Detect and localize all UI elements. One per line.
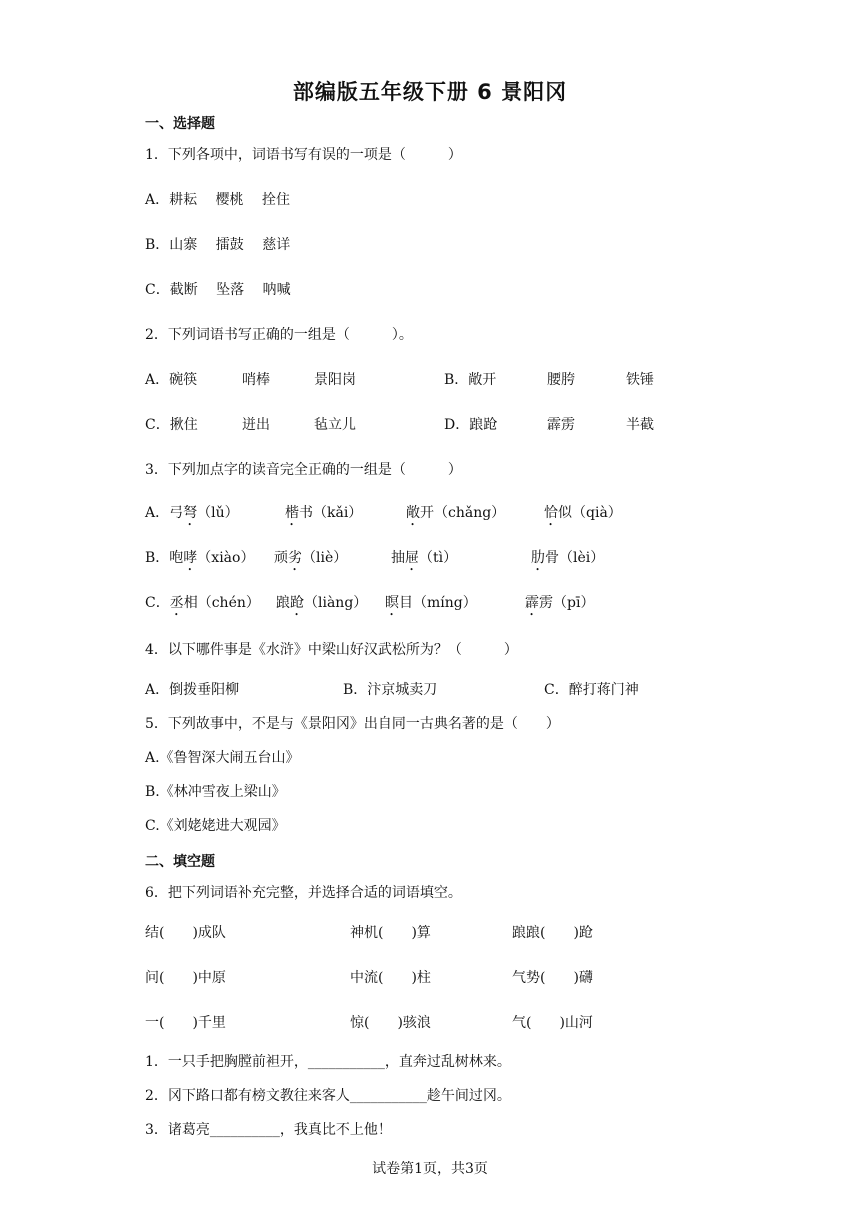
page-footer: 试卷第1页，共3页 xyxy=(372,1161,488,1177)
emphasis-char: 哮 xyxy=(183,550,198,566)
question-2-option-d: D．踉跄 xyxy=(444,417,498,433)
idiom-blank: 惊( )骇浪 xyxy=(350,1015,431,1031)
question-2-option-a-word-2: 哨棒 xyxy=(242,372,270,388)
question-4-stem: 4．以下哪件事是《水浒》中梁山好汉武松所为？（ ） xyxy=(145,642,518,658)
question-2-option-c-word-2: 迸出 xyxy=(242,417,270,433)
question-3-option-c-item-3: 瞑目（míng） xyxy=(385,595,477,611)
question-6-stem: 6．把下列词语补充完整，并选择合适的词语填空。 xyxy=(145,885,462,901)
idiom-blank: 一( )千里 xyxy=(145,1015,226,1031)
question-3-option-a-item-2: 楷书（kǎi） xyxy=(285,505,363,521)
question-1-stem: 1．下列各项中，词语书写有误的一项是（ ） xyxy=(145,147,462,163)
section-heading-choice: 一、选择题 xyxy=(145,116,215,132)
question-2-option-c-word-3: 毡立儿 xyxy=(314,417,356,433)
question-2-option-c: C．揪住 xyxy=(145,417,198,433)
emphasis-char: 恰 xyxy=(544,505,558,521)
idiom-blank: 中流( )柱 xyxy=(350,970,431,986)
question-5-stem: 5．下列故事中，不是与《景阳冈》出自同一古典名著的是（ ） xyxy=(145,716,560,732)
fill-sentence-2: 2．冈下路口都有榜文教往来客人___________趁午间过冈。 xyxy=(145,1088,511,1104)
question-2-option-b-word-2: 腰胯 xyxy=(547,372,575,388)
emphasis-char: 屉 xyxy=(405,550,419,566)
question-1-option-b: B．山寨 擂鼓 慈详 xyxy=(145,237,291,253)
section-heading-fill: 二、填空题 xyxy=(145,854,215,870)
emphasis-char: 敞 xyxy=(406,505,420,521)
emphasis-char: 弩 xyxy=(183,505,198,521)
question-4-option-b: B．汴京城卖刀 xyxy=(343,682,438,698)
question-3-option-b-item-2: 顽劣（liè） xyxy=(274,550,348,566)
question-3-option-b-item-3: 抽屉（tì） xyxy=(391,550,458,566)
question-5-option-b: B.《林冲雪夜上梁山》 xyxy=(145,784,286,800)
question-2-option-b: B．敞开 xyxy=(444,372,497,388)
emphasis-char: 肋 xyxy=(531,550,545,566)
question-3-option-a-item-1: A．弓弩（lǔ） xyxy=(145,505,239,521)
question-2-option-a: A．碗筷 xyxy=(145,372,198,388)
question-3-stem: 3．下列加点字的读音完全正确的一组是（ ） xyxy=(145,462,462,478)
idiom-blank: 气势( )礴 xyxy=(512,970,593,986)
question-4-option-c: C．醉打蒋门神 xyxy=(544,682,639,698)
emphasis-char: 跄 xyxy=(290,595,304,611)
question-2-option-b-word-3: 铁锤 xyxy=(626,372,654,388)
question-1-option-c: C．截断 坠落 呐喊 xyxy=(145,282,291,298)
question-3-option-c-item-2: 踉跄（liàng） xyxy=(276,595,368,611)
question-1-option-a: A．耕耘 樱桃 拴住 xyxy=(145,192,291,208)
idiom-blank: 问( )中原 xyxy=(145,970,226,986)
fill-sentence-3: 3．诸葛亮__________，我真比不上他！ xyxy=(145,1122,392,1138)
question-5-option-a: A.《鲁智深大闹五台山》 xyxy=(145,750,300,766)
emphasis-char: 丞 xyxy=(169,595,184,611)
idiom-blank: 神机( )算 xyxy=(350,925,431,941)
question-3-option-b-item-1: B．咆哮（xiào） xyxy=(145,550,255,566)
question-2-option-d-word-2: 霹雳 xyxy=(547,417,575,433)
idiom-blank: 结( )成队 xyxy=(145,925,226,941)
question-5-option-c: C.《刘姥姥进大观园》 xyxy=(145,818,286,834)
question-4-option-a: A．倒拨垂阳柳 xyxy=(145,682,240,698)
question-3-option-c-item-4: 霹雳（pī） xyxy=(525,595,595,611)
emphasis-char: 霹 xyxy=(525,595,539,611)
question-3-option-c-item-1: C．丞相（chén） xyxy=(145,595,260,611)
question-3-option-a-item-4: 恰似（qià） xyxy=(544,505,622,521)
question-2-option-d-word-3: 半截 xyxy=(626,417,654,433)
question-2-stem: 2．下列词语书写正确的一组是（ ）。 xyxy=(145,327,413,343)
question-3-option-b-item-4: 肋骨（lèi） xyxy=(531,550,605,566)
idiom-blank: 气( )山河 xyxy=(512,1015,593,1031)
page-title: 部编版五年级下册 6 景阳冈 xyxy=(292,80,568,104)
idiom-blank: 踉踉( )跄 xyxy=(512,925,593,941)
fill-sentence-1: 1．一只手把胸膛前袒开，___________，直奔过乱树林来。 xyxy=(145,1054,511,1070)
emphasis-char: 楷 xyxy=(285,505,299,521)
emphasis-char: 瞑 xyxy=(385,595,399,611)
question-3-option-a-item-3: 敞开（chǎng） xyxy=(406,505,506,521)
emphasis-char: 劣 xyxy=(288,550,302,566)
question-2-option-a-word-3: 景阳岗 xyxy=(314,372,356,388)
